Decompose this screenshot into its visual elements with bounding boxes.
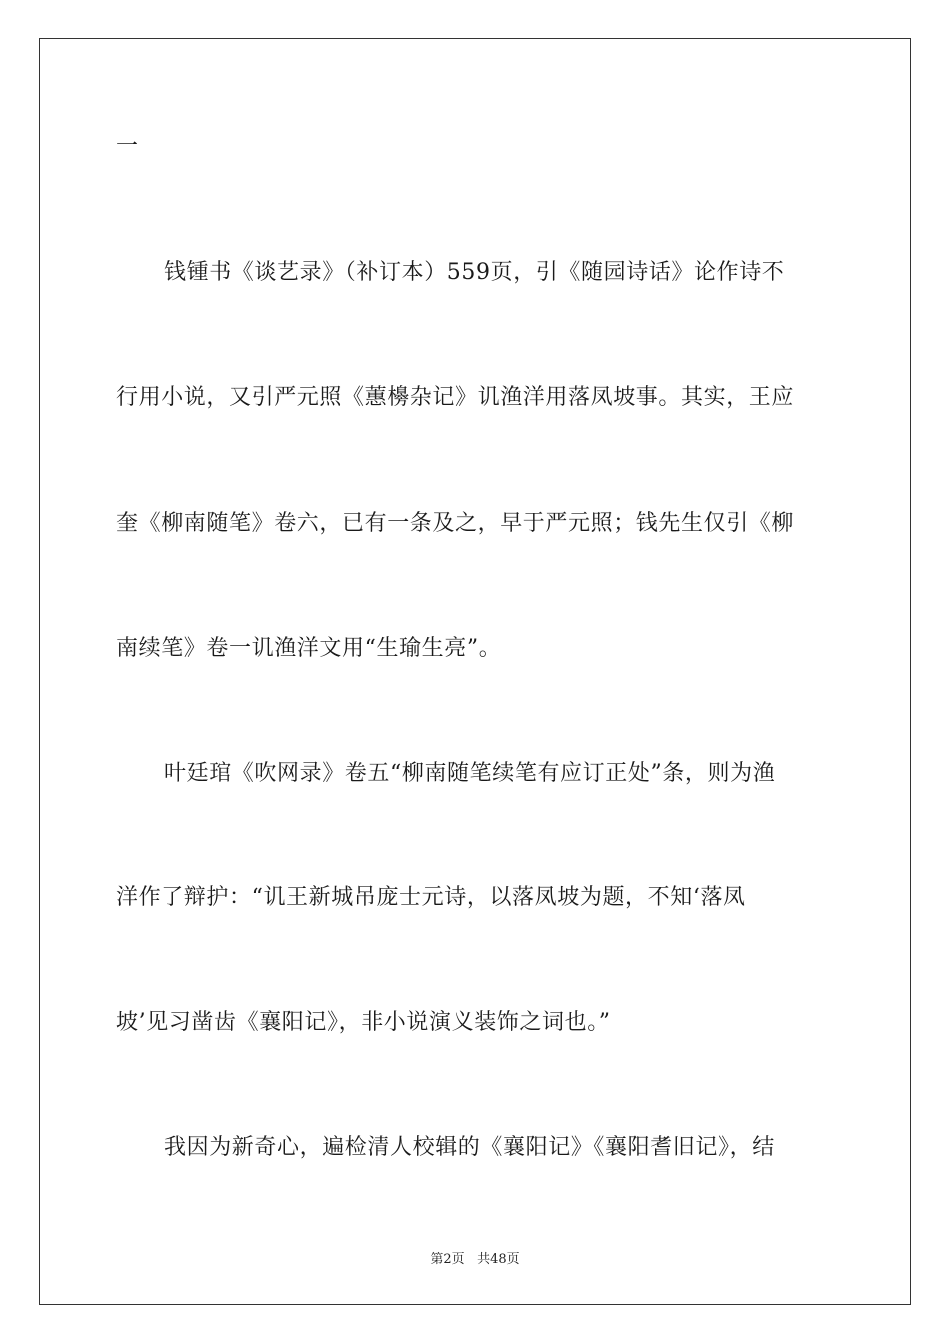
paragraph-1-line-2: 行用小说，又引严元照《蕙櫋杂记》讥渔洋用落凤坡事。其实，王应 — [116, 385, 795, 410]
page-number: 第2页 — [430, 1252, 465, 1267]
paragraph-2-line-3: 坡’见习凿齿《襄阳记》，非小说演义装饰之词也。” — [116, 1010, 611, 1035]
section-mark: 一 — [116, 134, 139, 159]
page-border — [39, 38, 911, 1305]
paragraph-2-line-2: 洋作了辩护：“讥王新城吊庞士元诗，以落凤坡为题，不知‘落凤 — [116, 885, 746, 910]
page-footer — [0, 1248, 950, 1267]
paragraph-2-line-1: 叶廷琯《吹网录》卷五“柳南随笔续笔有应订正处”条，则为渔 — [164, 761, 776, 786]
paragraph-1-line-1: 钱锺书《谈艺录》（补订本）559页，引《随园诗话》论作诗不 — [164, 260, 785, 285]
paragraph-1-line-4: 南续笔》卷一讥渔洋文用“生瑜生亮”。 — [116, 636, 502, 661]
paragraph-1-line-3: 奎《柳南随笔》卷六，已有一条及之，早于严元照；钱先生仅引《柳 — [116, 511, 795, 536]
total-pages: 共48页 — [477, 1252, 520, 1267]
paragraph-3-line-1: 我因为新奇心，遍检清人校辑的《襄阳记》《襄阳耆旧记》，结 — [164, 1135, 775, 1160]
